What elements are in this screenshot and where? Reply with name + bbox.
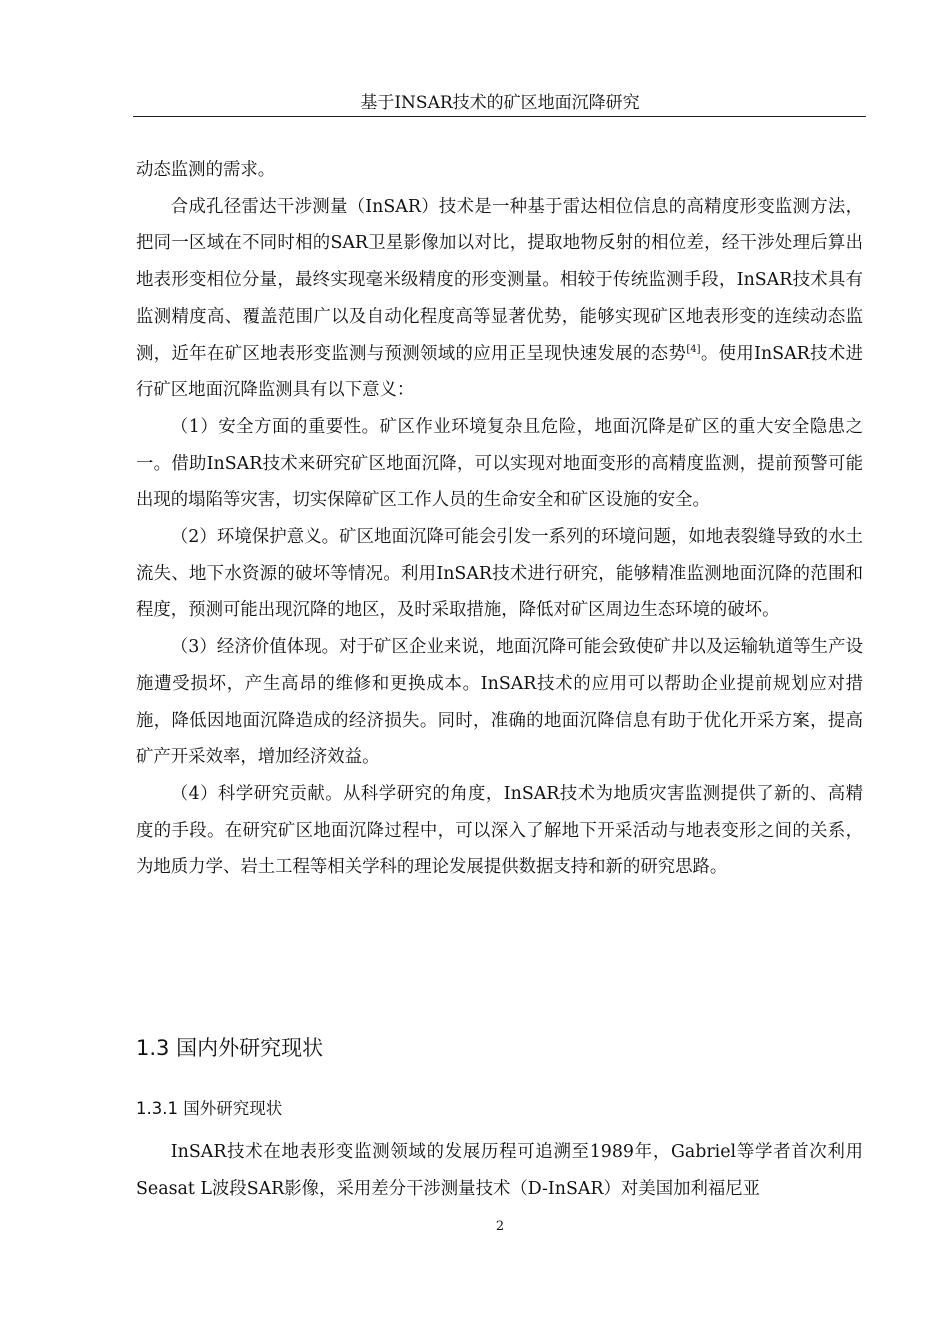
body-text-section: [136, 1134, 863, 1208]
running-header: 基于INSAR技术的矿区地面沉降研究: [360, 93, 640, 113]
paragraph-insar-intro-tail: 。使用InSAR技术进行矿区地面沉降监测具有以下意义：: [136, 343, 863, 401]
page-number: 2: [495, 1219, 505, 1234]
paragraph-insar-intro: [136, 189, 863, 409]
paragraph-economic: （3）经济价值体现。对于矿区企业来说，地面沉降可能会致使矿井以及运输轨道等生产设施遭受损坏，产生高昂的维修和更换成本。InSAR技术的应用可以帮助企业提前规划应对措施，降低因地面沉降造成的经济损失。同时，准确的地面沉降信息有助于优化开采方案，提高矿产开采效率，增加经济效益。: [136, 637, 863, 768]
section-heading: 1.3 国内外研究现状: [136, 1036, 324, 1060]
paragraph-safety: （1）安全方面的重要性。矿区作业环境复杂且危险，地面沉降是矿区的重大安全隐患之一。借助InSAR技术来研究矿区地面沉降，可以实现对地面变形的高精度监测，提前预警可能出现的塌陷等灾害，切实保障矿区工作人员的生命安全和矿区设施的安全。: [136, 416, 863, 511]
body-text: [136, 152, 863, 886]
paragraph-continuation: 动态监测的需求。: [136, 160, 276, 180]
header-rule: [133, 116, 866, 117]
subsection-heading: 1.3.1 国外研究现状: [136, 1099, 283, 1118]
paragraph-insar-intro-text: 合成孔径雷达干涉测量（InSAR）技术是一种基于雷达相位信息的高精度形变监测方法，把同一区域在不同时相的SAR卫星影像加以对比，提取地物反射的相位差，经干涉处理后算出地表形变相位分量，最终实现毫米级精度的形变测量。相较于传统监测手段，InSAR技术具有监测精度高、覆盖范围广以及自动化程度高等显著优势，能够实现矿区地表形变的连续动态监测，近年在矿区地表形变监测与预测领域的应用正呈现快速发展的态势: [136, 196, 863, 364]
paragraph-foreign-research: InSAR技术在地表形变监测领域的发展历程可追溯至1989年，Gabriel等学者首次利用Seasat L波段SAR影像，采用差分干涉测量技术（D-InSAR）对美国加利福尼亚: [136, 1142, 863, 1199]
citation-4: [4]: [686, 343, 701, 355]
paragraph-scientific: （4）科学研究贡献。从科学研究的角度，InSAR技术为地质灾害监测提供了新的、高精度的手段。在研究矿区地面沉降过程中，可以深入了解地下开采活动与地表变形之间的关系，为地质力学、岩土工程等相关学科的理论发展提供数据支持和新的研究思路。: [136, 783, 863, 878]
paragraph-environment: （2）环境保护意义。矿区地面沉降可能会引发一系列的环境问题，如地表裂缝导致的水土流失、地下水资源的破坏等情况。利用InSAR技术进行研究，能够精准监测地面沉降的范围和程度，预测可能出现沉降的地区，及时采取措施，降低对矿区周边生态环境的破坏。: [136, 527, 863, 621]
